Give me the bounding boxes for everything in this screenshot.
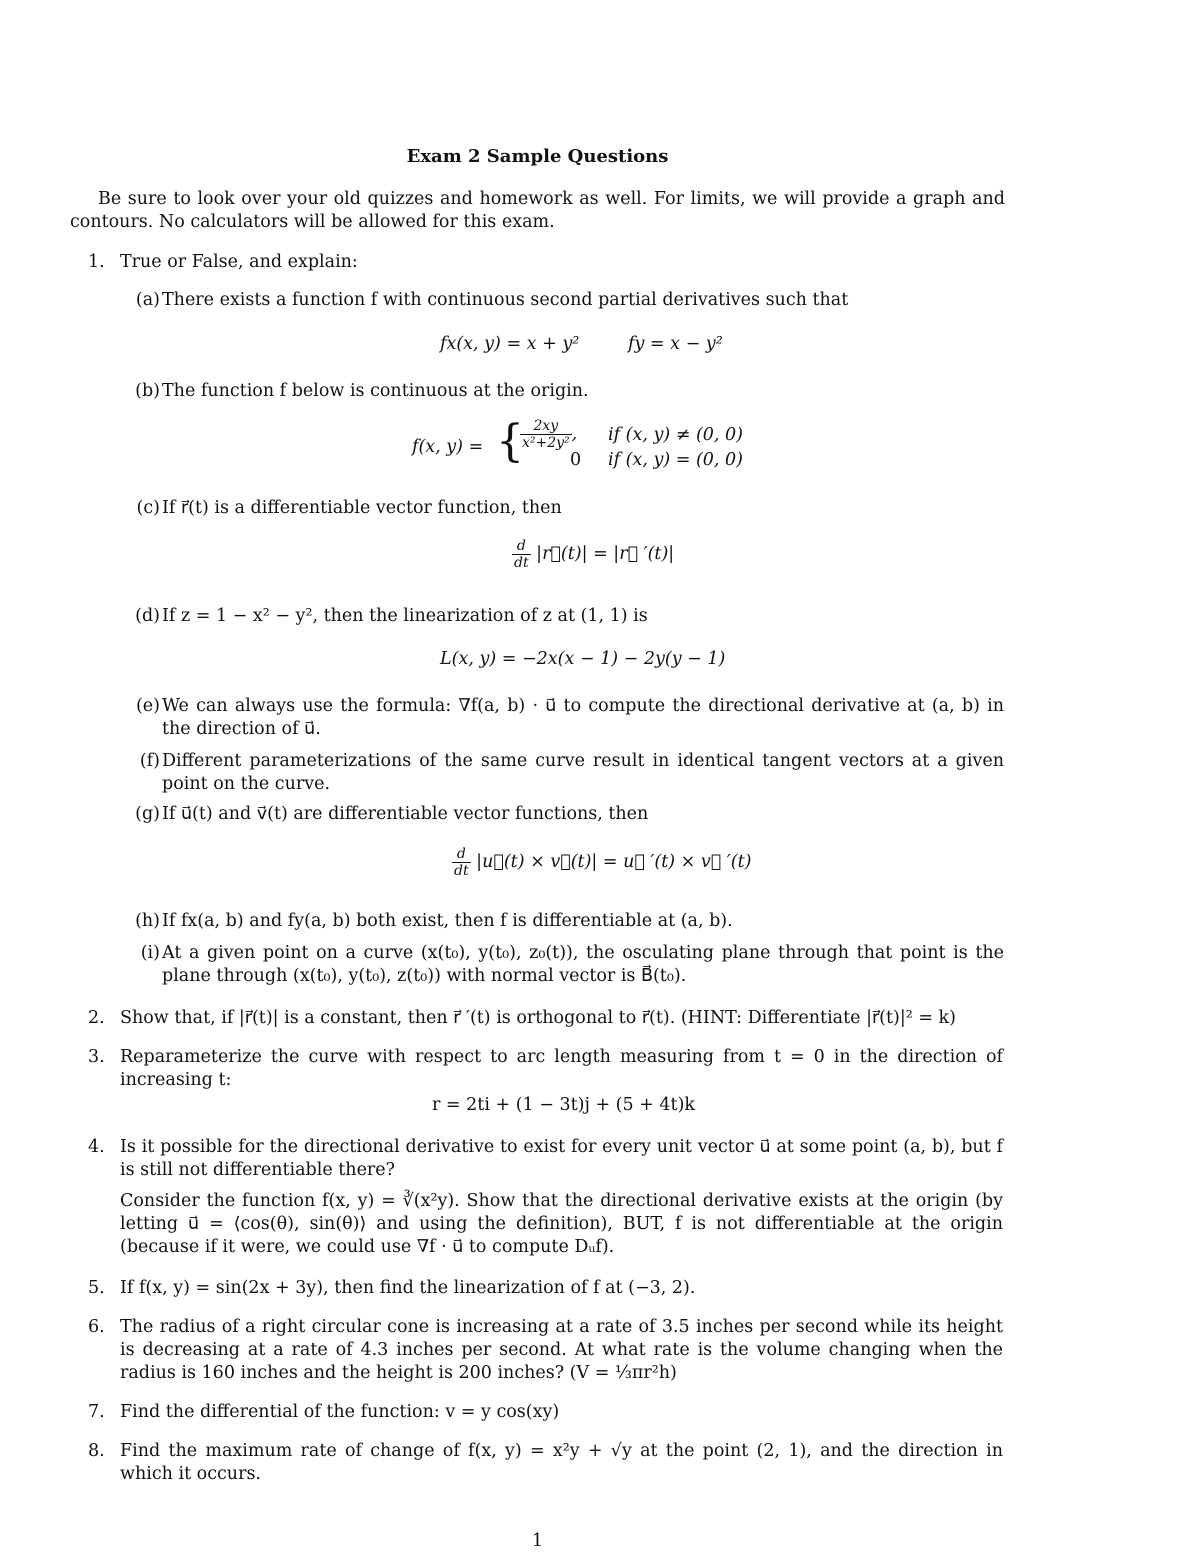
question-1e — [122, 695, 1004, 741]
question-number: 7. — [88, 1402, 105, 1422]
question-number: 1. — [88, 252, 105, 272]
sub-label: (g) — [135, 804, 160, 824]
sub-label: (b) — [135, 381, 160, 401]
question-4 — [88, 1136, 1003, 1259]
question-text: The radius of a right circular cone is increasing at a rate of 3.5 inches per second while its height is decreasing at a rate of 4.3 inches per second. At what rate is the volume changing when the radius is 160 inches and the height is 200 inches? (V = ⅓πr²h) — [120, 1317, 1003, 1383]
equation-body: |u⃗(t) × v⃗(t)| = u⃗ ′(t) × v⃗ ′(t) — [476, 852, 752, 872]
question-2 — [88, 1007, 1003, 1030]
question-1b — [122, 380, 1004, 403]
fraction-denominator: x²+2y² — [522, 435, 570, 451]
question-1a — [122, 289, 1004, 312]
question-text: Reparameterize the curve with respect to arc length measuring from t = 0 in the direction of increasing t: — [120, 1047, 1003, 1090]
question-7 — [88, 1401, 1003, 1424]
piecewise-case-2: 0 — [570, 450, 582, 470]
curve-equation: r = 2ti + (1 − 3t)j + (5 + 4t)k — [432, 1095, 696, 1115]
intro-paragraph: Be sure to look over your old quizzes and homework as well. For limits, we will provide a graph and contours. No calculators will be allowed for this exam. — [70, 189, 1005, 232]
equation-fy: fy = x − y² — [628, 334, 723, 354]
equation-body: |r⃗(t)| = |r⃗ ′(t)| — [536, 544, 675, 564]
sub-text: We can always use the formula: ∇f(a, b) · u⃗ to compute the directional derivative at (a, b) in the direction of u⃗. — [162, 696, 1004, 739]
question-3 — [88, 1046, 1003, 1092]
fraction-numerator: d — [512, 538, 531, 555]
sub-label: (a) — [135, 290, 160, 310]
question-number: 5. — [88, 1278, 105, 1298]
fraction-denominator: dt — [514, 555, 529, 571]
sub-text: At a given point on a curve (x(t₀), y(t₀), z₀(t)), the osculating plane through that point is the plane through (x(t₀), y(t₀), z(t₀)) with normal vector is B⃗(t₀). — [162, 943, 1004, 986]
sub-label: (d) — [135, 606, 160, 626]
page-title: Exam 2 Sample Questions — [406, 146, 669, 167]
fraction-numerator: 2xy — [520, 418, 572, 435]
derivative-equation-c — [512, 538, 674, 571]
sub-label: (f) — [139, 751, 160, 771]
sub-text: If fx(a, b) and fy(a, b) both exist, then f is differentiable at (a, b). — [162, 911, 733, 931]
question-5 — [88, 1277, 1003, 1300]
question-1i — [122, 942, 1004, 988]
question-number: 2. — [88, 1008, 105, 1028]
question-text: Is it possible for the directional derivative to exist for every unit vector u⃗ at some point (a, b), but f is still not differentiable there? — [120, 1137, 1003, 1180]
question-text: If f(x, y) = sin(2x + 3y), then find the linearization of f at (−3, 2). — [120, 1278, 696, 1298]
question-1c — [122, 497, 1004, 520]
sub-label: (e) — [135, 696, 160, 716]
question-text: Find the differential of the function: v = y cos(xy) — [120, 1402, 560, 1422]
case-separator: , — [571, 424, 578, 444]
question-6 — [88, 1316, 1003, 1385]
sub-text: If u⃗(t) and v⃗(t) are differentiable vector functions, then — [162, 804, 649, 824]
sub-text: If z = 1 − x² − y², then the linearization of z at (1, 1) is — [162, 606, 648, 626]
sub-label: (c) — [136, 498, 160, 518]
question-1h — [122, 910, 1004, 933]
question-1 — [88, 251, 1003, 274]
question-text: True or False, and explain: — [120, 252, 358, 272]
piecewise-lhs: f(x, y) = — [412, 437, 484, 457]
sub-label: (h) — [135, 911, 160, 931]
sub-label: (i) — [140, 943, 160, 963]
question-8 — [88, 1440, 1003, 1486]
question-text-2: Consider the function f(x, y) = ∛(x²y). Show that the directional derivative exists at the origin (by letting u⃗ = ⟨cos(θ), sin(θ)⟩ and using the definition), BUT, f is not differentiable at the origin (because if it were, we could use ∇f · u⃗ to compute Dᵤf). — [120, 1191, 1003, 1257]
question-number: 3. — [88, 1047, 105, 1067]
question-1f — [122, 750, 1004, 796]
page-number: 1 — [531, 1531, 544, 1551]
question-number: 8. — [88, 1441, 105, 1461]
equation-fx: fx(x, y) = x + y² — [440, 334, 580, 354]
piecewise-cond-1: if (x, y) ≠ (0, 0) — [608, 425, 744, 445]
piecewise-cond-2: if (x, y) = (0, 0) — [608, 450, 744, 470]
sub-text: If r⃗(t) is a differentiable vector function, then — [162, 498, 562, 518]
question-text: Show that, if |r⃗(t)| is a constant, then r⃗ ′(t) is orthogonal to r⃗(t). (HINT: Differentiate |r⃗(t)|² = k) — [120, 1008, 956, 1028]
question-1g — [122, 803, 1004, 826]
question-number: 6. — [88, 1317, 105, 1337]
fraction-denominator: dt — [454, 863, 469, 879]
sub-text: There exists a function f with continuous second partial derivatives such that — [162, 290, 849, 310]
question-text: Find the maximum rate of change of f(x, y) = x²y + √y at the point (2, 1), and the direction in which it occurs. — [120, 1441, 1003, 1484]
derivative-equation-g — [452, 846, 751, 879]
linearization-equation: L(x, y) = −2x(x − 1) − 2y(y − 1) — [440, 649, 726, 669]
question-number: 4. — [88, 1137, 105, 1157]
piecewise-case-1 — [520, 418, 577, 451]
sub-text: Different parameterizations of the same curve result in identical tangent vectors at a given point on the curve. — [162, 751, 1004, 794]
question-1d — [122, 605, 1004, 628]
sub-text: The function f below is continuous at the origin. — [162, 381, 589, 401]
fraction-numerator: d — [452, 846, 471, 863]
piecewise-brace: { — [496, 416, 524, 467]
